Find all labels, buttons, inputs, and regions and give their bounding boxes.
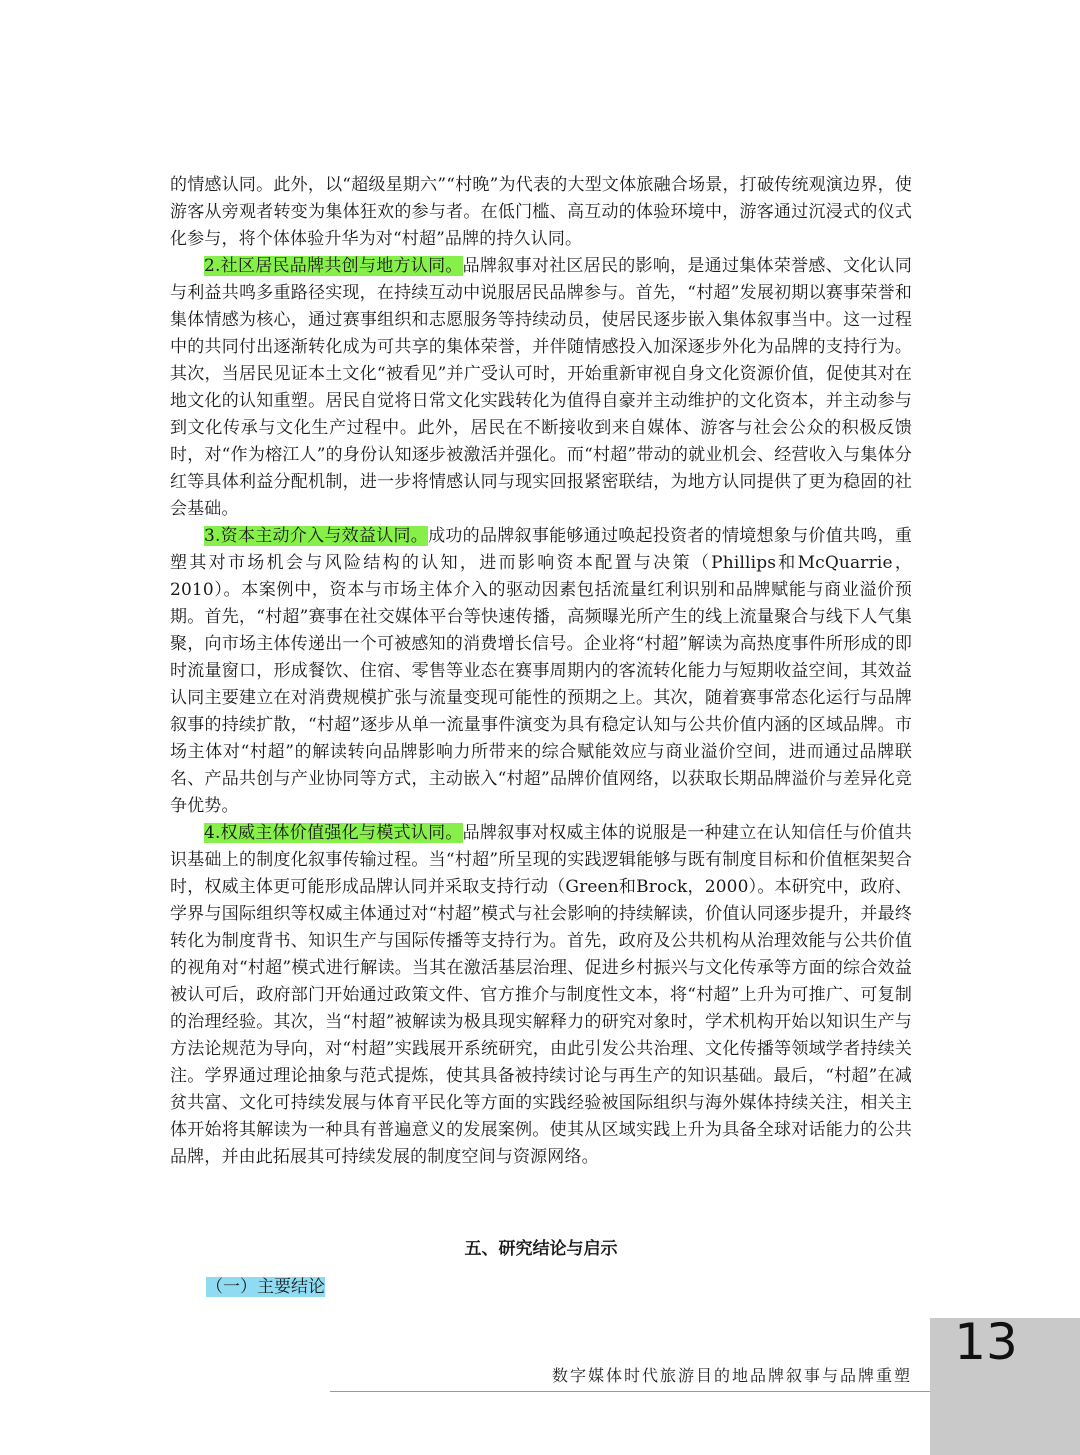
- paragraph-2: [170, 253, 912, 523]
- section-title: 五、研究结论与启示: [464, 1239, 618, 1259]
- heading-authority-subjects: 4.权威主体价值强化与模式认同。: [204, 823, 463, 843]
- article-body: [170, 172, 912, 1171]
- paragraph-4: [170, 820, 912, 1171]
- subsection-title-text: （一）主要结论: [206, 1277, 325, 1297]
- heading-capital-intervention: 3.资本主动介入与效益认同。: [204, 526, 429, 546]
- paragraph-3: [170, 523, 912, 820]
- subsection-title: [206, 1274, 325, 1301]
- paragraph-4-text: 品牌叙事对权威主体的说服是一种建立在认知信任与价值共识基础上的制度化叙事传输过程。当“村超”所呈现的实践逻辑能够与既有制度目标和价值框架契合时，权威主体更可能形成品牌认同并采取支持行动（Green和Brock，2000）。本研究中，政府、学界与国际组织等权威主体通过对“村超”模式与社会影响的持续解读，价值认同逐步提升，并最终转化为制度背书、知识生产与国际传播等支持行为。首先，政府及公共机构从治理效能与公共价值的视角对“村超”模式进行解读。当其在激活基层治理、促进乡村振兴与文化传承等方面的综合效益被认可后，政府部门开始通过政策文件、官方推介与制度性文本，将“村超”上升为可推广、可复制的治理经验。其次，当“村超”被解读为极具现实解释力的研究对象时，学术机构开始以知识生产与方法论规范为导向，对“村超”实践展开系统研究，由此引发公共治理、文化传播等领域学者持续关注。学界通过理论抽象与范式提炼，使其具备被持续讨论与再生产的知识基础。最后，“村超”在减贫共富、文化可持续发展与体育平民化等方面的实践经验被国际组织与海外媒体持续关注，相关主体开始将其解读为一种具有普遍意义的发展案例。使其从区域实践上升为具备全球对话能力的公共品牌，并由此拓展其可持续发展的制度空间与资源网络。: [170, 823, 912, 1167]
- page-number: 13: [954, 1313, 1018, 1371]
- paragraph-2-text: 品牌叙事对社区居民的影响，是通过集体荣誉感、文化认同与利益共鸣多重路径实现，在持续互动中说服居民品牌参与。首先，“村超”发展初期以赛事荣誉和集体情感为核心，通过赛事组织和志愿服务等持续动员，使居民逐步嵌入集体叙事当中。这一过程中的共同付出逐渐转化成为可共享的集体荣誉，并伴随情感投入加深逐步外化为品牌的支持行为。其次，当居民见证本土文化“被看见”并广受认可时，开始重新审视自身文化资源价值，促使其对在地文化的认知重塑。居民自觉将日常文化实践转化为值得自豪并主动维护的文化资本，并主动参与到文化传承与文化生产过程中。此外，居民在不断接收到来自媒体、游客与社会公众的积极反馈时，对“作为榕江人”的身份认知逐步被激活并强化。而“村超”带动的就业机会、经营收入与集体分红等具体利益分配机制，进一步将情感认同与现实回报紧密联结，为地方认同提供了更为稳固的社会基础。: [170, 256, 912, 519]
- footer-divider: [330, 1391, 930, 1392]
- running-footer-title: 数字媒体时代旅游目的地品牌叙事与品牌重塑: [551, 1366, 912, 1385]
- paragraph-1: 的情感认同。此外，以“超级星期六”“村晚”为代表的大型文体旅融合场景，打破传统观演边界，使游客从旁观者转变为集体狂欢的参与者。在低门槛、高互动的体验环境中，游客通过沉浸式的仪式化参与，将个体体验升华为对“村超”品牌的持久认同。: [170, 175, 912, 249]
- heading-community-residents: 2.社区居民品牌共创与地方认同。: [204, 256, 463, 276]
- paragraph-3-text: 成功的品牌叙事能够通过唤起投资者的情境想象与价值共鸣，重塑其对市场机会与风险结构的认知，进而影响资本配置与决策（Phillips和McQuarrie，2010）。本案例中，资本与市场主体介入的驱动因素包括流量红利识别和品牌赋能与商业溢价预期。首先，“村超”赛事在社交媒体平台等快速传播，高频曝光所产生的线上流量聚合与线下人气集聚，向市场主体传递出一个可被感知的消费增长信号。企业将“村超”解读为高热度事件所形成的即时流量窗口，形成餐饮、住宿、零售等业态在赛事周期内的客流转化能力与短期收益空间，其效益认同主要建立在对消费规模扩张与流量变现可能性的预期之上。其次，随着赛事常态化运行与品牌叙事的持续扩散，“村超”逐步从单一流量事件演变为具有稳定认知与公共价值内涵的区域品牌。市场主体对“村超”的解读转向品牌影响力所带来的综合赋能效应与商业溢价空间，进而通过品牌联名、产品共创与产业协同等方式，主动嵌入“村超”品牌价值网络，以获取长期品牌溢价与差异化竞争优势。: [170, 526, 912, 816]
